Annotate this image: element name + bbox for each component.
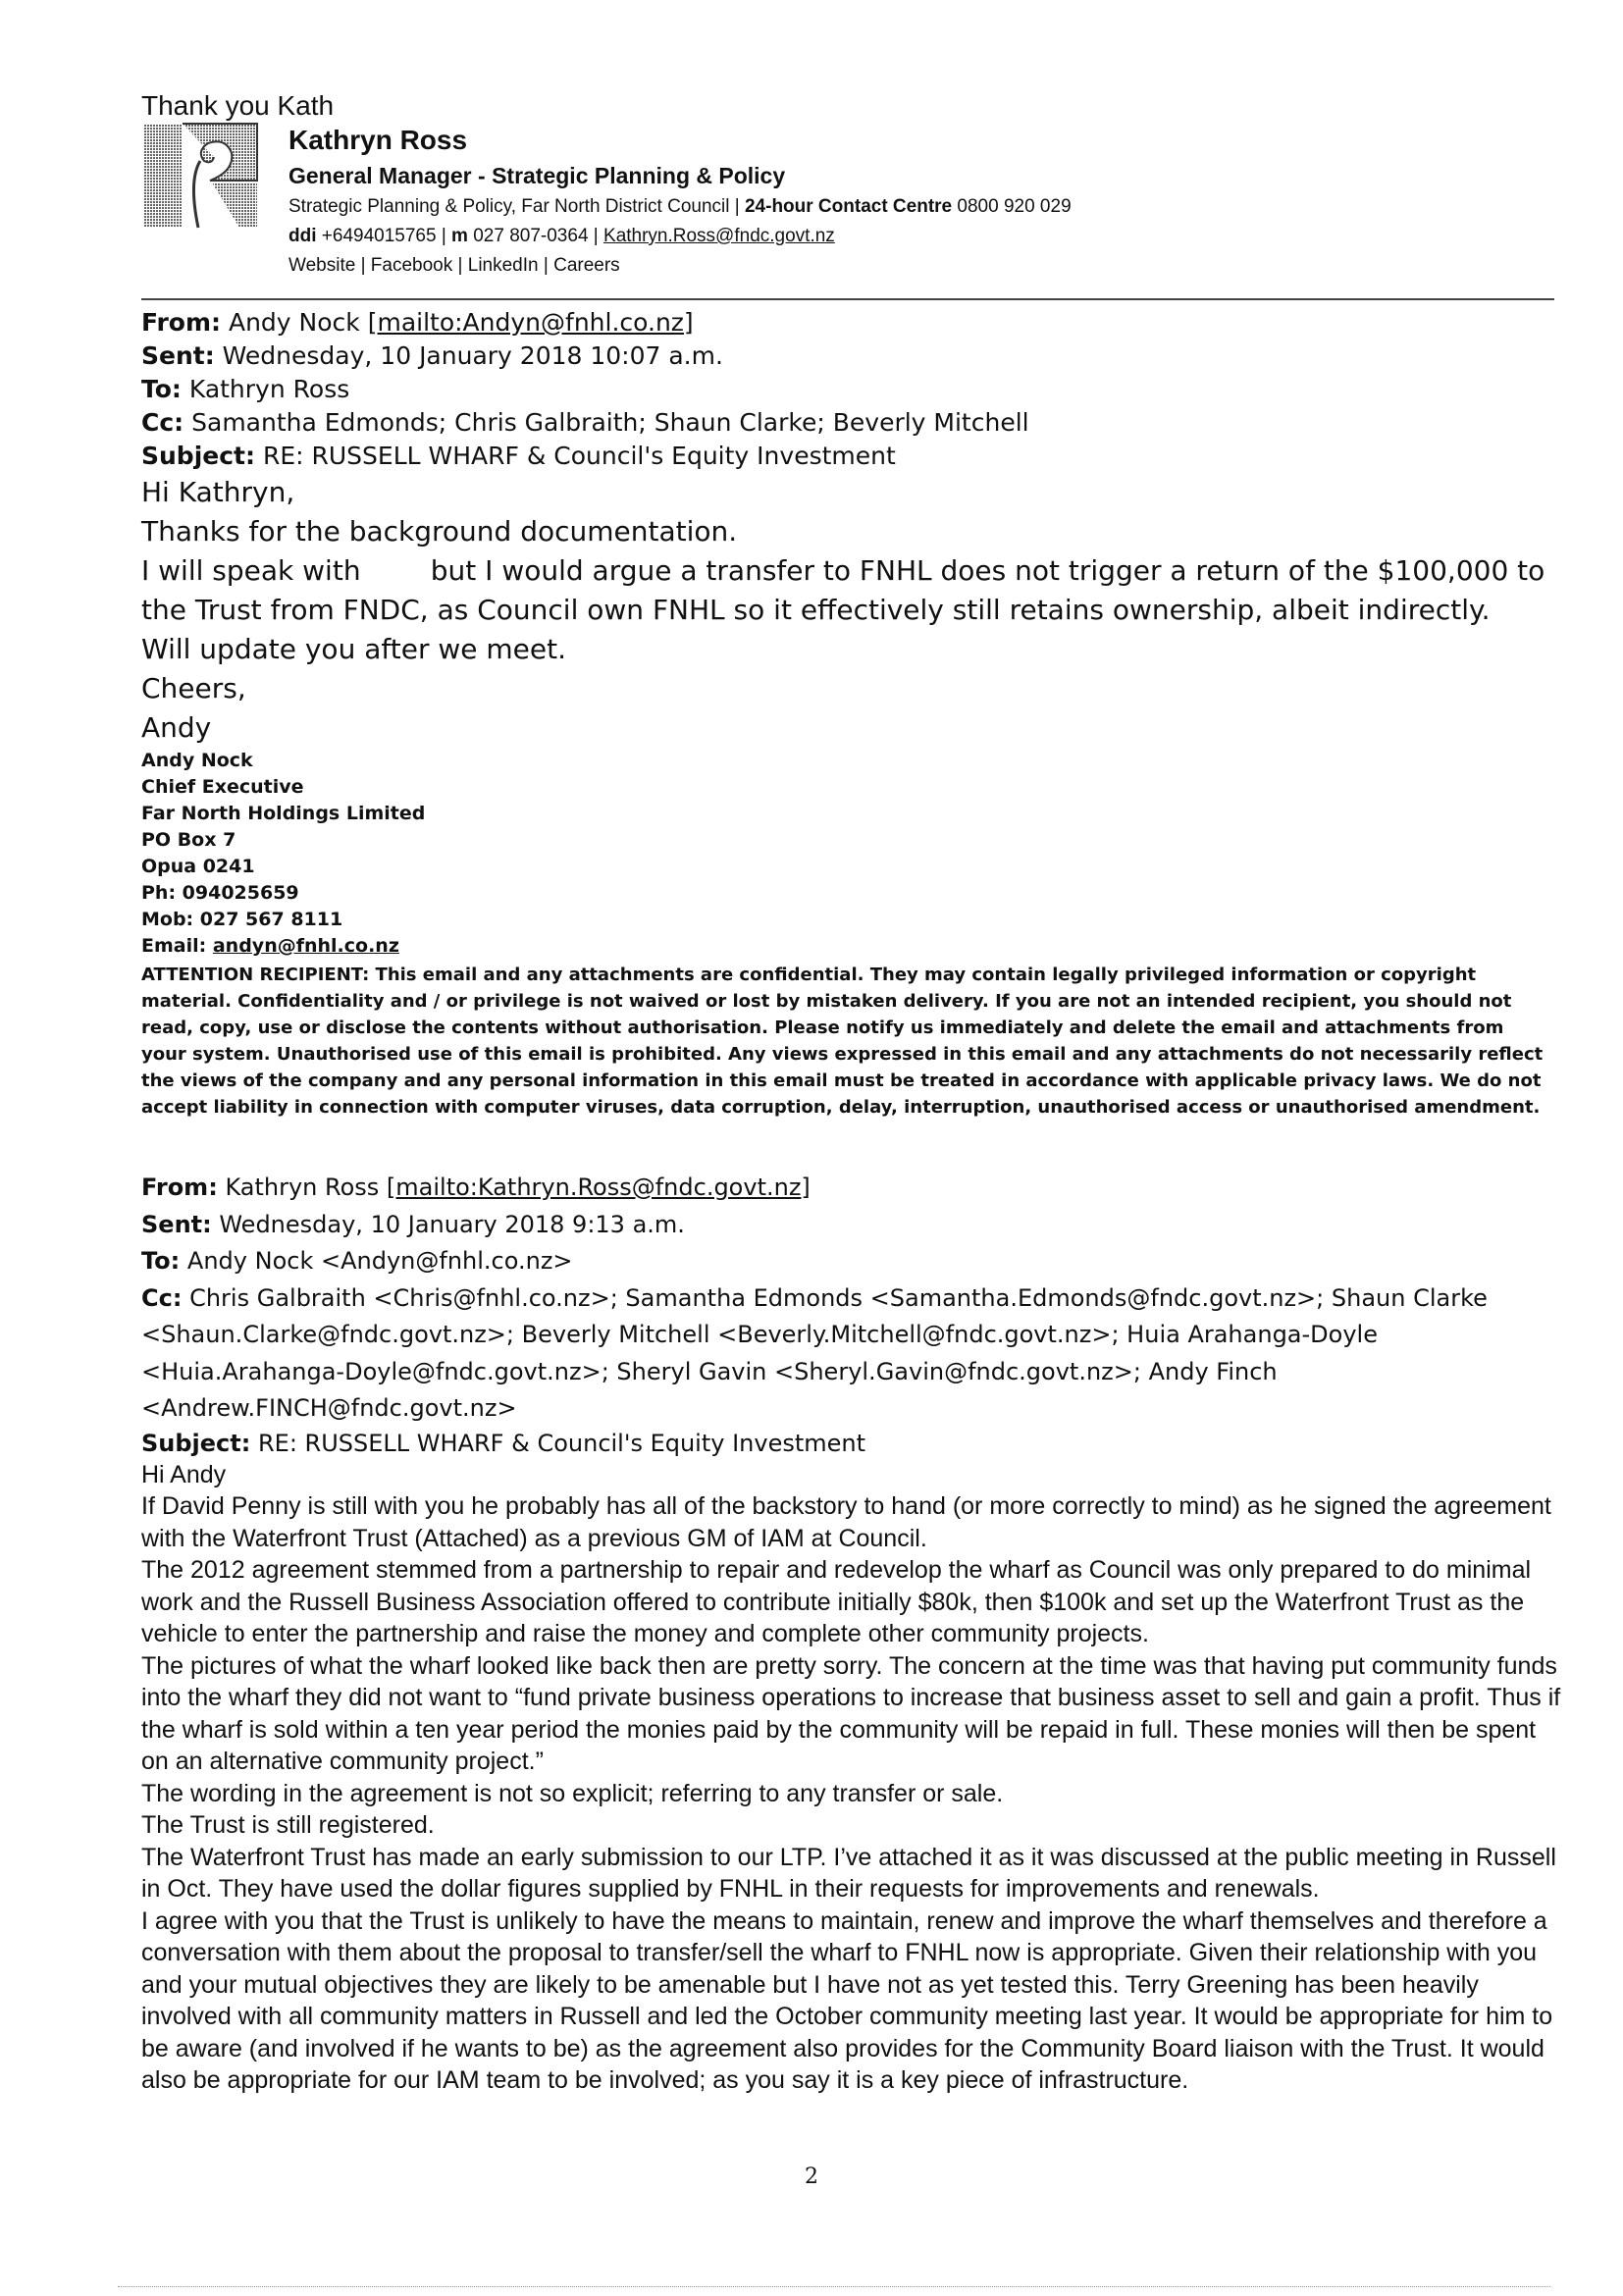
body-paragraph: The 2012 agreement stemmed from a partnership to repair and redevelop the wharf as Council was only prepared to do minimal work and the Russell Business Association offered to contribute initially $80k, then $100k and set up the Waterfront Trust as the vehicle to enter the partnership and raise the money and complete other community projects. xyxy=(141,1556,1532,1647)
cc-value: Samantha Edmonds; Chris Galbraith; Shaun Clarke; Beverly Mitchell xyxy=(191,408,1029,437)
to-label: To: xyxy=(141,1247,181,1275)
body-paragraph: Thanks for the background documentation. xyxy=(141,515,738,548)
body-paragraph: The wording in the agreement is not so explicit; referring to any transfer or sale. xyxy=(141,1779,1004,1807)
email-body xyxy=(141,1459,1564,2097)
subject-row xyxy=(141,1428,1564,1459)
body-paragraph: The Waterfront Trust has made an early submission to our LTP. I’ve attached it as it was discussed at the public meeting in Russell in Oct. They have used the dollar figures supplied by FNHL in their requests for improvements and renewals. xyxy=(141,1843,1556,1903)
body-paragraph: If David Penny is still with you he probably has all of the backstory to hand (or more correctly to mind) as he signed the agreement with the Waterfront Trust (Attached) as a previous GM of IAM at Council. xyxy=(141,1492,1551,1552)
subject-value: RE: RUSSELL WHARF & Council's Equity Investment xyxy=(258,1429,866,1457)
sig-line: PO Box 7 xyxy=(141,829,236,851)
sent-value: Wednesday, 10 January 2018 10:07 a.m. xyxy=(222,341,723,370)
mailto-link[interactable]: [mailto:Kathryn.Ross@fndc.govt.nz] xyxy=(386,1174,811,1201)
subject-label: Subject: xyxy=(141,1429,251,1457)
subject-value: RE: RUSSELL WHARF & Council's Equity Investment xyxy=(262,442,896,470)
cc-label: Cc: xyxy=(141,1283,183,1312)
sent-label: Sent: xyxy=(141,341,215,370)
sig-line: Far North Holdings Limited xyxy=(141,803,426,824)
sent-row xyxy=(141,339,1554,373)
cc-row xyxy=(141,1280,1564,1428)
signature-title: General Manager - Strategic Planning & Policy xyxy=(288,163,786,188)
sig-line: Mob: 027 567 8111 xyxy=(141,909,343,930)
email-kathryn-ross xyxy=(141,1170,1564,2097)
body-paragraph: Will update you after we meet. xyxy=(141,633,566,665)
to-value: Andy Nock <Andyn@fnhl.co.nz> xyxy=(186,1247,573,1275)
from-value: Andy Nock xyxy=(228,308,360,337)
to-row xyxy=(141,1243,1564,1280)
andy-email-link[interactable]: andyn@fnhl.co.nz xyxy=(212,935,399,957)
body-paragraph: The pictures of what the wharf looked like back then are pretty sorry. The concern at the time was that having put community funds into the wharf they did not want to “fund private business operations to increase that business asset to sell and gain a profit. Thus if the wharf is sold within a ten year period the monies paid by the community will be repaid in full. These monies will then be spent on an alternative community project.” xyxy=(141,1651,1561,1775)
body-paragraph: I agree with you that the Trust is unlikely to have the means to maintain, renew and improve the wharf themselves and therefore a conversation with them about the proposal to transfer/sell the wharf to FNHL now is appropriate. Given their relationship with you and your mutual objectives they are likely to be amenable but I have not as yet tested this. Terry Greening has been heavily involved with all community matters in Russell and led the October community meeting last year. It would be appropriate for him to be aware (and involved if he wants to be) as the agreement also provides for the Community Board liaison with the Trust. It would also be appropriate for our IAM team to be involved; as you say it is a key piece of infrastructure. xyxy=(141,1906,1553,2094)
page-number: 2 xyxy=(805,2165,818,2189)
cc-label: Cc: xyxy=(141,408,184,437)
cc-row xyxy=(141,406,1554,440)
from-row xyxy=(141,306,1554,339)
from-label: From: xyxy=(141,308,222,337)
sent-row xyxy=(141,1207,1564,1244)
body-paragraph: Hi Andy xyxy=(141,1460,227,1488)
email-andy-nock xyxy=(141,306,1554,1121)
disclaimer: ATTENTION RECIPIENT: This email and any attachments are confidential. They may contain legally privileged information or copyright material. Confidentiality and / or privilege is not waived or lost by mistaken delivery. If you are not an intended recipient, you should not read, copy, use or disclose the contents without authorisation. Please notify us immediately and delete the email and attachments from your system. Unauthorised use of this email is prohibited. Any views expressed in this email and any attachments do not necessarily reflect the views of the company and any personal information in this email must be treated in accordance with applicable privacy laws. We do not accept liability in connection with computer viruses, data corruption, delay, interruption, unauthorised access or unauthorised amendment. xyxy=(141,965,1544,1118)
body-paragraph: Cheers, xyxy=(141,672,246,704)
from-label: From: xyxy=(141,1174,218,1201)
divider xyxy=(141,298,1554,300)
cc-value: Chris Galbraith <Chris@fnhl.co.nz>; Samantha Edmonds <Samantha.Edmonds@fndc.govt.nz>; Shaun Clarke <Shaun.Clarke@fndc.govt.nz>; Beverly Mitchell <Beverly.Mitchell@fndc.govt.nz>; Huia Arahanga-Doyle <Huia.Arahanga-Doyle@fndc.govt.nz>; Sheryl Gavin <Sheryl.Gavin@fndc.govt.nz>; Andy Finch <Andrew.FINCH@fndc.govt.nz> xyxy=(141,1283,1488,1422)
signature-email-link[interactable]: Kathryn.Ross@fndc.govt.nz xyxy=(603,226,835,246)
body-paragraph: The Trust is still registered. xyxy=(141,1811,435,1839)
email-body xyxy=(141,473,1554,748)
mobile-label: m xyxy=(451,226,468,246)
subject-label: Subject: xyxy=(141,442,255,470)
email-signature: Kathryn Ross General Manager - Strategic Planning & Policy Strategic Planning & Policy, Far North District Council | 24-hour Contact Centre 0800 920 029 ddi +6494015765 | m 027 807-0364 | Kathryn.Ross@fndc.govt.nz Website | Facebook | LinkedIn | Careers xyxy=(288,122,1072,281)
from-value: Kathryn Ross xyxy=(225,1174,380,1201)
body-paragraph: Hi Kathryn, xyxy=(141,476,295,508)
body-paragraph: Andy xyxy=(141,711,212,744)
body-paragraph: I will speak with but I would argue a transfer to FNHL does not trigger a return of the $100,000 to the Trust from FNDC, as Council own FNHL so it effectively still retains ownership, albeit indirectly. xyxy=(141,554,1554,626)
careers-link[interactable]: Careers xyxy=(553,255,620,276)
sig-line: Andy Nock xyxy=(141,750,253,771)
website-link[interactable]: Website xyxy=(288,255,356,276)
sent-value: Wednesday, 10 January 2018 9:13 a.m. xyxy=(219,1210,685,1238)
mailto-link[interactable]: [mailto:Andyn@fnhl.co.nz] xyxy=(367,308,694,337)
facebook-link[interactable]: Facebook xyxy=(370,255,453,276)
ddi-label: ddi xyxy=(288,226,317,246)
andy-signature xyxy=(141,748,1554,960)
contact-centre-label: 24-hour Contact Centre xyxy=(744,196,953,217)
from-row xyxy=(141,1170,1564,1207)
to-value: Kathryn Ross xyxy=(188,375,350,403)
contact-centre-number: 0800 920 029 xyxy=(957,196,1072,217)
sig-line: Opua 0241 xyxy=(141,856,255,877)
to-row xyxy=(141,373,1554,406)
to-label: To: xyxy=(141,375,182,403)
sig-line: Ph: 094025659 xyxy=(141,882,299,904)
footer-divider xyxy=(118,2286,1550,2287)
linkedin-link[interactable]: LinkedIn xyxy=(467,255,539,276)
signature-department: Strategic Planning & Policy, Far North District Council xyxy=(288,196,730,217)
ddi-number: +6494015765 xyxy=(321,226,437,246)
mobile-number: 027 807-0364 xyxy=(473,226,589,246)
fndc-logo-icon xyxy=(141,122,259,230)
signature-name: Kathryn Ross xyxy=(288,125,468,155)
subject-row xyxy=(141,440,1554,473)
email-label: Email: xyxy=(141,935,207,957)
sent-label: Sent: xyxy=(141,1210,212,1238)
thanks-line: Thank you Kath xyxy=(141,90,335,121)
sig-line: Chief Executive xyxy=(141,776,304,798)
